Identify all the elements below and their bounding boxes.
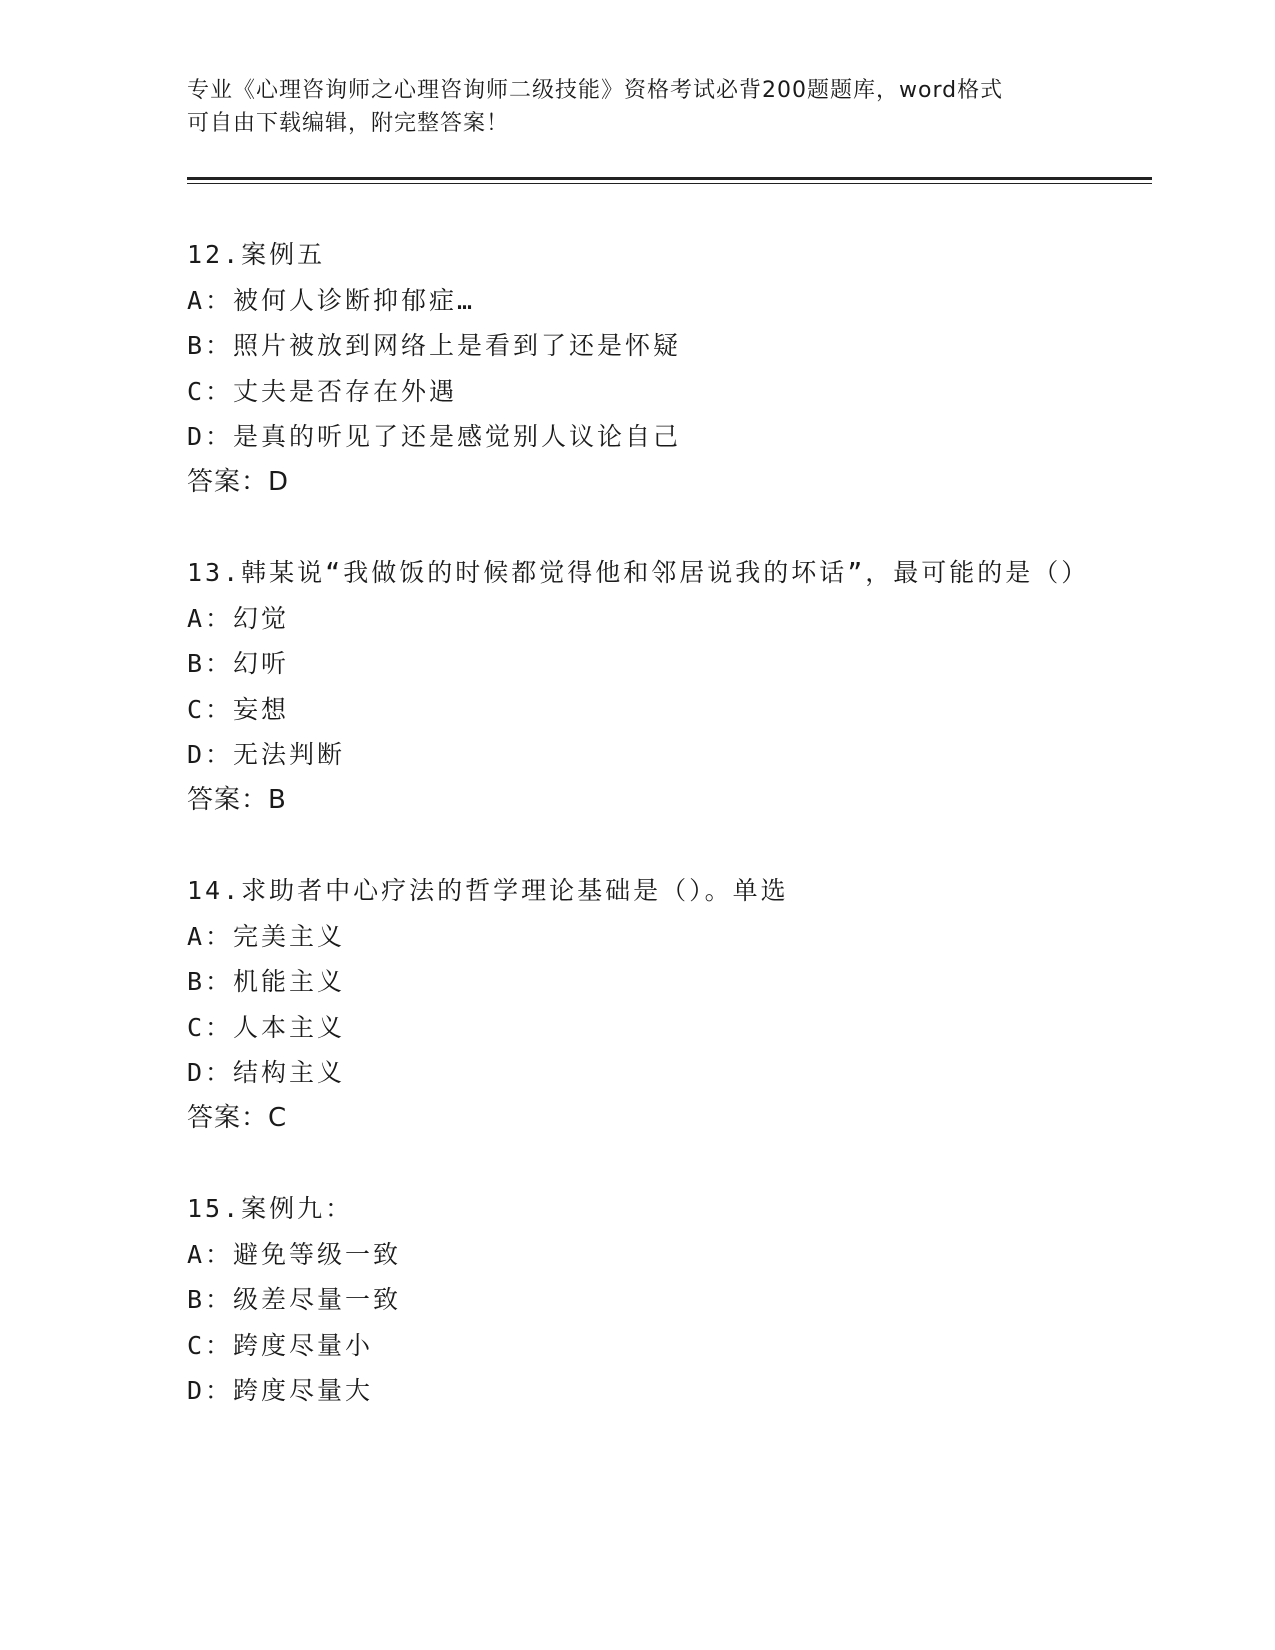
question-stem: 14.求助者中心疗法的哲学理论基础是（）。单选 — [187, 876, 789, 905]
option-b: B：机能主义 — [187, 967, 346, 996]
option-d: D：跨度尽量大 — [187, 1376, 374, 1405]
header-rule-thin — [187, 183, 1152, 184]
option-b: B：幻听 — [187, 649, 290, 678]
option-c: C：人本主义 — [187, 1012, 346, 1042]
document-header — [187, 74, 1087, 140]
option-c: C：丈夫是否存在外遇 — [187, 376, 458, 406]
option-a: A：完美主义 — [187, 921, 346, 951]
option-d: D：无法判断 — [187, 740, 346, 769]
answer-key: 答案：C — [187, 1102, 288, 1133]
option-a: A：被何人诊断抑郁症… — [187, 285, 476, 315]
option-c: C：妄想 — [187, 694, 290, 724]
option-d: D：结构主义 — [187, 1058, 346, 1087]
question-12 — [187, 232, 1127, 505]
option-a: A：避免等级一致 — [187, 1239, 402, 1269]
header-line-1: 专业《心理咨询师之心理咨询师二级技能》资格考试必背200题题库，word格式 — [187, 78, 1004, 103]
option-b: B：级差尽量一致 — [187, 1285, 402, 1314]
question-14 — [187, 868, 1127, 1141]
answer-key: 答案：B — [187, 784, 287, 815]
question-stem: 13.韩某说“我做饭的时候都觉得他和邻居说我的坏话”，最可能的是（） — [187, 558, 1090, 587]
question-15 — [187, 1186, 1127, 1414]
answer-key: 答案：D — [187, 466, 290, 497]
header-rule-thick — [187, 177, 1152, 180]
option-b: B：照片被放到网络上是看到了还是怀疑 — [187, 331, 682, 360]
question-list — [187, 232, 1127, 1414]
option-c: C：跨度尽量小 — [187, 1330, 374, 1360]
question-stem: 12.案例五 — [187, 240, 326, 269]
option-d: D：是真的听见了还是感觉别人议论自己 — [187, 422, 682, 451]
question-stem: 15.案例九： — [187, 1194, 354, 1223]
option-a: A：幻觉 — [187, 603, 290, 633]
question-13 — [187, 550, 1127, 823]
header-line-2: 可自由下载编辑，附完整答案！ — [187, 111, 510, 136]
